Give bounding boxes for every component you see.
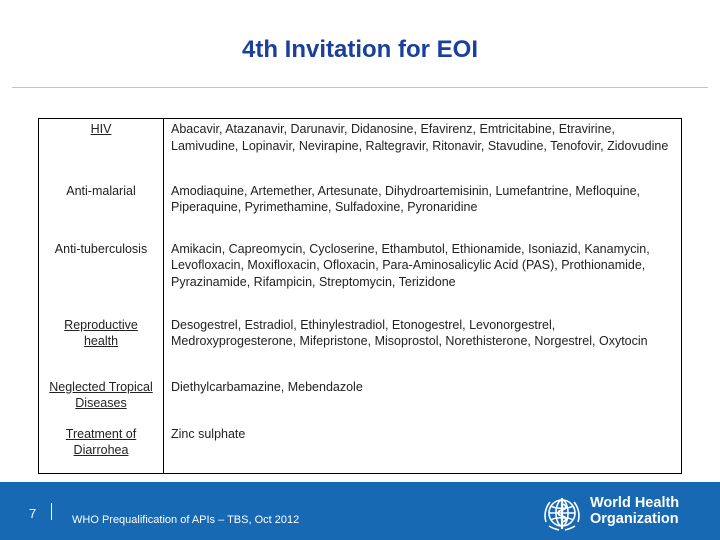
category-label-line: Neglected Tropical (49, 379, 153, 394)
who-name (590, 495, 679, 527)
who-name-line: World Health (590, 495, 680, 511)
category-cell (39, 119, 164, 181)
category-label-line: Anti-malarial (66, 183, 136, 198)
who-name-line: Organization (590, 511, 679, 527)
category-label-line: HIV (90, 122, 112, 136)
eoi-product-table (38, 118, 682, 474)
product-list-cell: Amodiaquine, Artemether, Artesunate, Dihydroartemisinin, Lumefantrine, Mefloquine, Piperaquine, Pyrimethamine, Sulfadoxine, Pyronaridine (171, 183, 641, 214)
table-row (39, 424, 682, 474)
category-label-line: health (83, 334, 119, 348)
category-label-line: Treatment of (65, 426, 137, 441)
category-cell (39, 181, 164, 239)
product-list-cell: Abacavir, Atazanavir, Darunavir, Didanosine, Efavirenz, Emtricitabine, Etravirine, Lamivudine, Lopinavir, Nevirapine, Raltegravir, Ritonavir, Stavudine, Tenofovir, Zidovudine (171, 122, 669, 153)
title-divider (12, 87, 708, 88)
table-row (39, 239, 682, 315)
category-label-line: Diarrohea (73, 443, 129, 457)
table-row (39, 315, 682, 377)
footer-text: WHO Prequalification of APIs – TBS, Oct 2012 (72, 514, 300, 526)
category-cell (39, 239, 164, 315)
table-row (39, 181, 682, 239)
category-cell (39, 315, 164, 377)
product-list-cell: Amikacin, Capreomycin, Cycloserine, Ethambutol, Ethionamide, Isoniazid, Kanamycin, Levofloxacin, Moxifloxacin, Ofloxacin, Para-Aminosalicylic Acid (PAS), Prothionamide, Pyrazinamide, Rifampicin, Streptomycin, Terizidone (171, 241, 650, 289)
slide-title: 4th Invitation for EOI (241, 36, 478, 63)
category-label-line: Diseases (75, 396, 127, 410)
category-label-line: Anti-tuberculosis (54, 241, 148, 256)
table-row (39, 119, 682, 181)
product-list-cell: Diethylcarbamazine, Mebendazole (171, 379, 363, 394)
table-row (39, 377, 682, 424)
who-emblem-icon (541, 492, 583, 534)
product-list-cell: Desogestrel, Estradiol, Ethinylestradiol, Etonogestrel, Levonorgestrel, Medroxyprogesterone, Mifepristone, Misoprostol, Norethisterone, Norgestrel, Oxytocin (171, 317, 648, 348)
footer-bar (0, 482, 720, 540)
product-list-cell: Zinc sulphate (171, 426, 246, 441)
page-number-divider (51, 503, 52, 520)
category-cell (39, 424, 164, 474)
page-number: 7 (29, 506, 37, 521)
category-label-line: Reproductive (64, 317, 138, 332)
category-cell (39, 377, 164, 424)
